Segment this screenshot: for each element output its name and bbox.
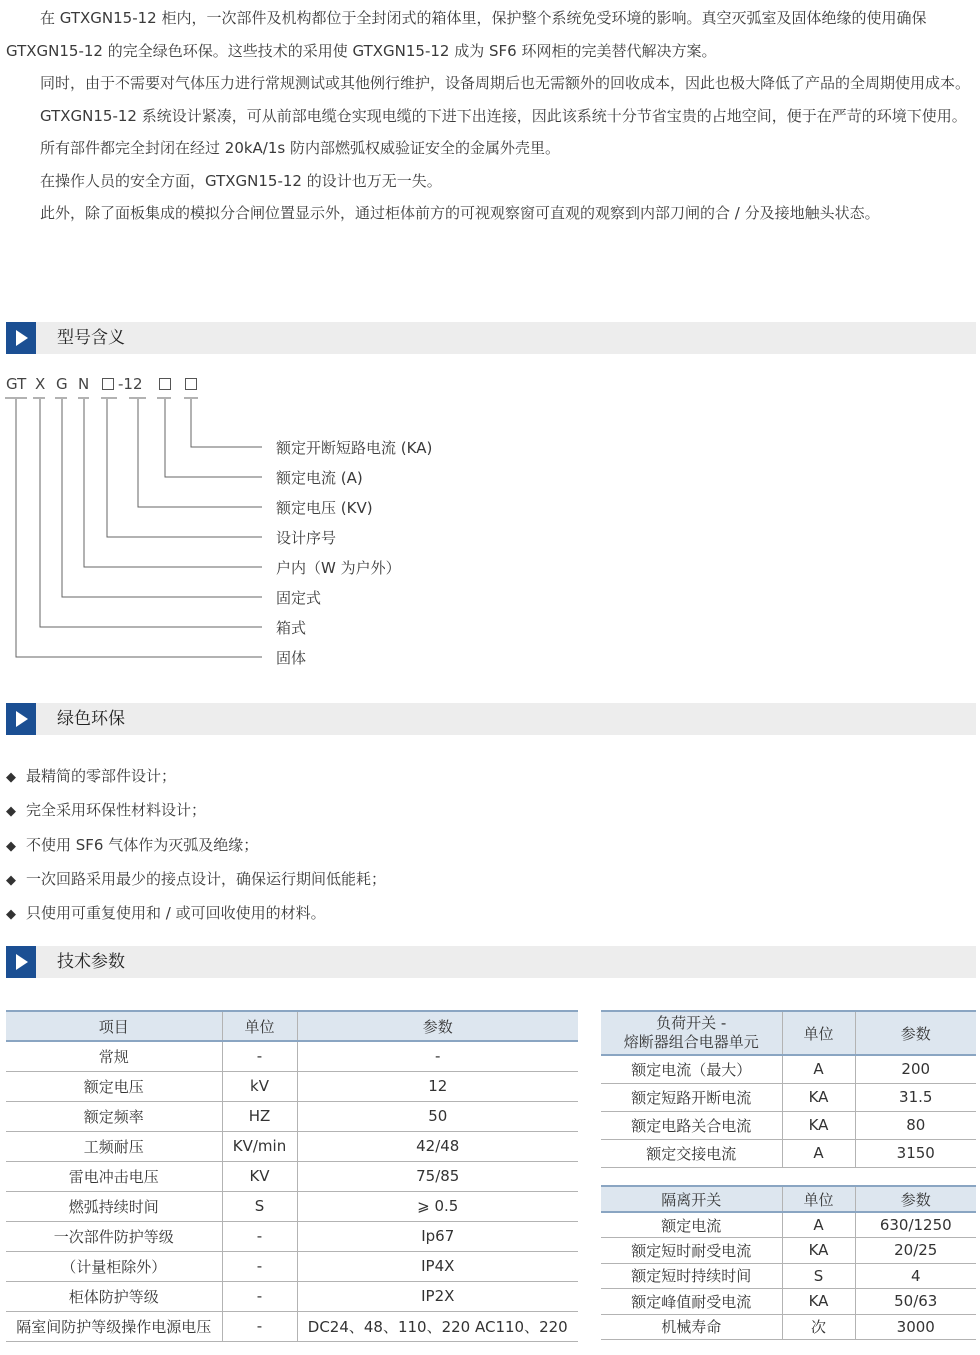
table-row [6,1251,578,1281]
table-cell: KA [782,1083,855,1111]
table-cell: A [782,1055,855,1083]
section-title: 绿色环保 [57,709,125,729]
code-label: 固体 [276,649,307,667]
table-cell: 燃弧持续时间 [6,1191,222,1221]
table-cell: 额定短时耐受电流 [601,1238,782,1264]
table-cell: - [222,1311,297,1341]
table-cell: KA [782,1289,855,1315]
section-header-model [6,322,976,354]
table-cell: 常规 [6,1041,222,1071]
table-row [601,1083,976,1111]
column-header: 单位 [782,1011,855,1055]
table-cell: 额定电压 [6,1071,222,1101]
table-cell: S [222,1191,297,1221]
table-cell: 额定电路关合电流 [601,1111,782,1139]
column-header: 负荷开关 - 熔断器组合电器单元 [601,1011,782,1055]
code-label: 额定电压 (KV) [276,499,373,517]
green-points-list [6,760,386,931]
table-row [601,1314,976,1340]
table-cell: KA [782,1111,855,1139]
table-cell: 次 [782,1314,855,1340]
code-part: -12 [118,375,143,393]
table-cell: HZ [222,1101,297,1131]
table-cell: IP4X [297,1251,578,1281]
play-arrow-icon [6,946,36,978]
code-placeholder-box [102,378,114,390]
code-placeholder-box [185,378,197,390]
diamond-bullet-icon: ◆ [6,838,16,854]
column-header: 隔离开关 [601,1186,782,1212]
intro-paragraph: GTXGN15-12 系统设计紧凑，可从前部电缆仓实现电缆的下进下出连接，因此该系统十分节省宝贵的占地空间，便于在严苛的环境下使用。 [40,106,967,125]
table-cell: - [297,1041,578,1071]
fuse-combination-table [601,1010,976,1168]
column-header: 单位 [782,1186,855,1212]
table-header-row [601,1186,976,1212]
table-row [601,1139,976,1167]
play-arrow-icon [6,322,36,354]
table-cell: kV [222,1071,297,1101]
table-row [601,1289,976,1315]
table-row [6,1311,578,1341]
list-item: ◆ 最精简的零部件设计； [6,760,386,794]
table-cell: 隔室间防护等级操作电源电压 [6,1311,222,1341]
section-title: 型号含义 [57,328,125,348]
table-cell: - [222,1041,297,1071]
diamond-bullet-icon: ◆ [6,804,16,820]
table-cell: 额定频率 [6,1101,222,1131]
play-arrow-icon [6,703,36,735]
list-item: ◆ 完全采用环保性材料设计； [6,794,386,828]
table-row [6,1071,578,1101]
table-cell: S [782,1263,855,1289]
table-cell: - [222,1281,297,1311]
code-label: 固定式 [276,589,322,607]
table-cell: ⩾ 0.5 [297,1191,578,1221]
main-params-table [6,1010,578,1342]
code-label: 额定开断短路电流 (KA) [276,439,433,457]
table-cell: 50/63 [855,1289,976,1315]
intro-paragraph: 在 GTXGN15-12 柜内，一次部件及机构都位于全封闭式的箱体里，保护整个系统免受环境的影响。真空灭弧室及固体绝缘的使用确保 GTXGN15-12 的完全绿色环保。这些技术的采用使 GTXGN15-12 成为 SF6 环网柜的完美替代解决方案。 [6,9,927,60]
list-item: ◆ 一次回路采用最少的接点设计，确保运行期间低能耗； [6,863,386,897]
column-header: 参数 [297,1011,578,1041]
table-row [6,1041,578,1071]
table-cell: A [782,1139,855,1167]
table-row [601,1263,976,1289]
table-cell: 机械寿命 [601,1314,782,1340]
code-label: 箱式 [276,619,307,637]
diamond-bullet-icon: ◆ [6,907,16,923]
table-row [6,1101,578,1131]
table-row [6,1131,578,1161]
code-part: X [35,375,46,393]
table-cell: 额定短路开断电流 [601,1083,782,1111]
table-cell: 3000 [855,1314,976,1340]
table-cell: 额定电流（最大） [601,1055,782,1083]
section-header-tech [6,946,976,978]
code-placeholder-box [159,378,171,390]
table-row [601,1055,976,1083]
table-row [601,1111,976,1139]
table-cell: 柜体防护等级 [6,1281,222,1311]
table-row [6,1281,578,1311]
table-cell: Ip67 [297,1221,578,1251]
table-cell: - [222,1221,297,1251]
table-cell: 20/25 [855,1238,976,1264]
table-cell: 4 [855,1263,976,1289]
intro-paragraph: 此外，除了面板集成的模拟分合闸位置显示外，通过柜体前方的可视观察窗可直观的观察到内部刀闸的合 / 分及接地触头状态。 [40,204,880,222]
column-header: 参数 [855,1011,976,1055]
table-cell: 12 [297,1071,578,1101]
table-row [601,1238,976,1264]
section-header-green [6,703,976,735]
table-cell: 雷电冲击电压 [6,1161,222,1191]
table-cell: 额定交接电流 [601,1139,782,1167]
table-cell: 75/85 [297,1161,578,1191]
list-item: ◆ 不使用 SF6 气体作为灭弧及绝缘； [6,829,386,863]
model-code-tree-lines [0,395,270,670]
table-cell: 42/48 [297,1131,578,1161]
code-label: 设计序号 [276,529,337,547]
table-cell: DC24、48、110、220 AC110、220 [297,1311,578,1341]
column-header: 参数 [855,1186,976,1212]
table-cell: 额定电流 [601,1212,782,1238]
table-cell: IP2X [297,1281,578,1311]
table-row [601,1212,976,1238]
table-cell: A [782,1212,855,1238]
table-cell: （计量柜除外） [6,1251,222,1281]
diamond-bullet-icon: ◆ [6,770,16,785]
list-item: ◆ 只使用可重复使用和 / 或可回收使用的材料。 [6,897,386,931]
table-cell: - [222,1251,297,1281]
table-cell: 工频耐压 [6,1131,222,1161]
table-cell: 630/1250 [855,1212,976,1238]
table-row [6,1221,578,1251]
table-cell: 一次部件防护等级 [6,1221,222,1251]
table-header-row [601,1011,976,1055]
table-cell: KV/min [222,1131,297,1161]
intro-paragraph: 同时，由于不需要对气体压力进行常规测试或其他例行维护，设备周期后也无需额外的回收成本，因此也极大降低了产品的全周期使用成本。 [40,74,971,92]
isolator-switch-table [601,1185,976,1340]
table-cell: 3150 [855,1139,976,1167]
table-cell: KA [782,1238,855,1264]
intro-paragraph: 在操作人员的安全方面，GTXGN15-12 的设计也万无一失。 [40,171,442,190]
intro-paragraph: 所有部件都完全封闭在经过 20kA/1s 防内部燃弧权威验证安全的金属外壳里。 [40,139,560,157]
code-part: GT [6,375,27,393]
diamond-bullet-icon: ◆ [6,872,16,888]
table-cell: 额定峰值耐受电流 [601,1289,782,1315]
table-row [6,1161,578,1191]
code-part: N [78,375,90,393]
intro-text [6,2,976,230]
code-label: 额定电流 (A) [276,469,363,487]
table-header-row [6,1011,578,1041]
table-cell: 50 [297,1101,578,1131]
table-cell: 31.5 [855,1083,976,1111]
table-row [6,1191,578,1221]
section-title: 技术参数 [57,952,125,972]
table-cell: KV [222,1161,297,1191]
code-label: 户内（W 为户外） [276,559,401,577]
table-cell: 额定短时持续时间 [601,1263,782,1289]
table-cell: 80 [855,1111,976,1139]
table-cell: 200 [855,1055,976,1083]
column-header: 单位 [222,1011,297,1041]
column-header: 项目 [6,1011,222,1041]
code-part: G [56,375,68,393]
